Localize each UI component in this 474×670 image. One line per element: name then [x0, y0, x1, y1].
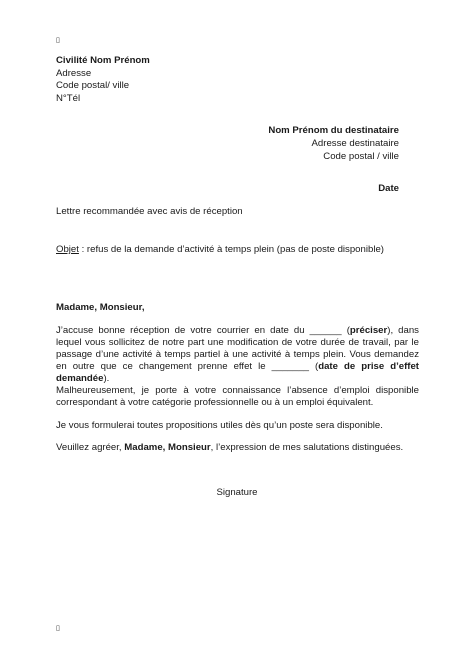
subject-line [56, 244, 384, 256]
subject-label: Objet [56, 244, 79, 255]
recipient-address: Adresse destinataire [311, 138, 399, 149]
paragraph-request-part: J’accuse bonne réception de votre courrier en date du ______ ( [56, 325, 350, 336]
signature: Signature [216, 487, 258, 498]
paragraph-refusal: Malheureusement, je porte à votre connaissance l’absence d’emploi disponible correspondant à votre catégorie professionnelle ou à un emploi équivalent. [56, 385, 419, 408]
salutation: Madame, Monsieur, [56, 302, 145, 313]
closing-formula [56, 442, 419, 454]
recipient-city: Code postal / ville [323, 151, 399, 162]
recipient-block [268, 125, 399, 164]
sender-city: Code postal/ ville [56, 80, 130, 91]
placeholder-preciser: préciser [349, 325, 388, 336]
sender-name: Civilité Nom Prénom [56, 55, 150, 66]
registered-mail-line: Lettre recommandée avec avis de réception [56, 206, 243, 217]
closing-formula-part: Veuillez agréer, [56, 442, 125, 453]
closing-formula-addressee: Madame, Monsieur [124, 442, 211, 453]
paragraph-request [56, 325, 419, 385]
sender-address: Adresse [56, 67, 92, 79]
sender-phone: N°Tél [56, 92, 81, 104]
paragraph-future-offer: Je vous formulerai toutes propositions utiles dès qu’un poste sera disponible. [56, 420, 383, 431]
letter-date: Date [378, 183, 399, 194]
recipient-name: Nom Prénom du destinataire [268, 125, 399, 136]
closing-formula-part: , l’expression de mes salutations distinguées. [210, 442, 404, 453]
top-page-marker: ▯ [56, 37, 60, 44]
paragraph-request-part: ), dans lequel vous sollicitez de notre part une modification de votre durée de travail, par le passage d’une activité à temps partiel à une activité à temps plein. Vous demandez en outre que ce changement prenne effet le _______ ( [56, 325, 419, 372]
subject-text: : refus de la demande d’activité à temps plein (pas de poste disponible) [78, 244, 384, 255]
bottom-page-marker: ▯ [56, 625, 60, 632]
placeholder-effective-date: date de prise d’effet demandée [56, 361, 419, 384]
sender-block [56, 55, 150, 105]
paragraph-request-part: ). [103, 373, 110, 384]
